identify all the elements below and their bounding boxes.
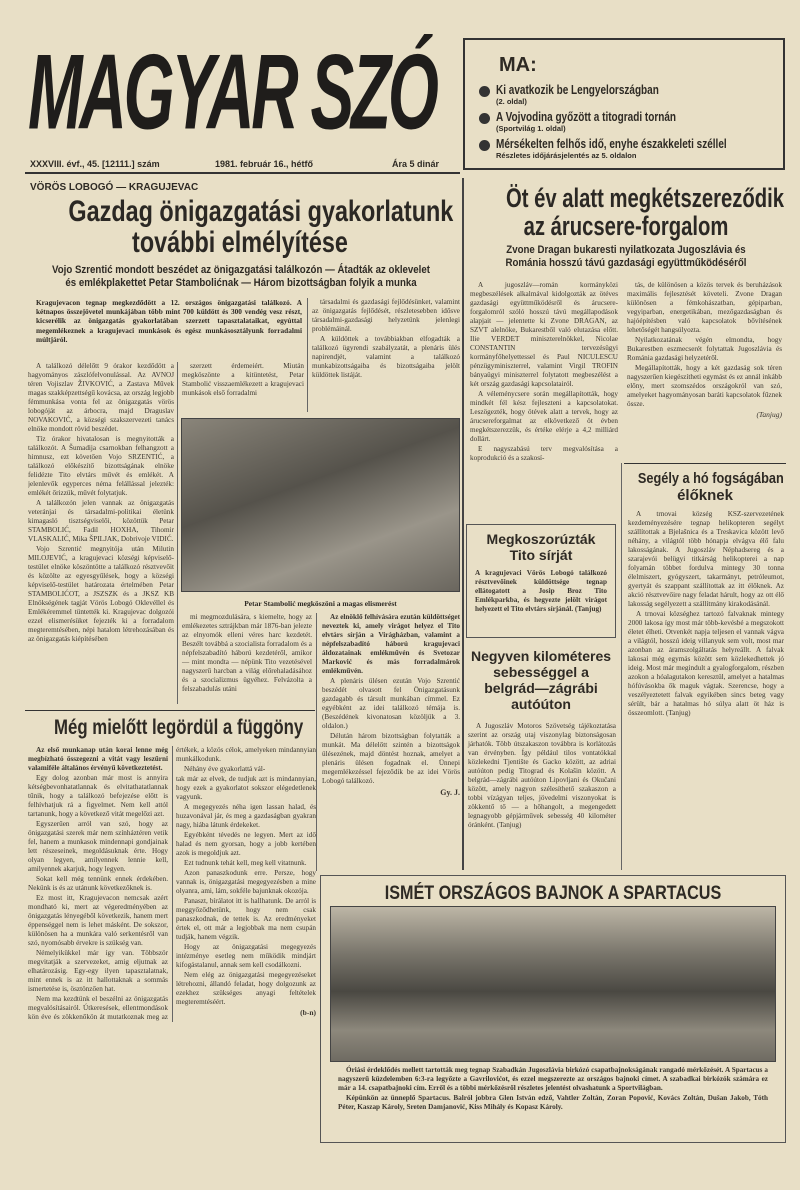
sport-headline: ISMÉT ORSZÁGOS BAJNOK A SPARTACUS bbox=[384, 883, 722, 904]
today-item-sub: Részletes időjárásjelentés az 5. oldalon bbox=[496, 151, 637, 160]
paragraph: Ez most itt, Kragujevacon nemcsak azért mondható ki, mert az végeredményében az önigazgatás lényegéből következik, hanem mert éppenséggel nem is lehet másként. De sokszor, különösen ha a munkára való serkentésről van szó, nyomósabb érvekre is szükség van. bbox=[28, 894, 168, 947]
wreath-headline bbox=[475, 531, 607, 563]
paragraph: Megállapították, hogy a két gazdaság sok téren nagyszerűen kiegészítheti egymást és ez annál inkább előny, mert szomszédos országokról van szó, amelyeket hagyományosan baráti kapcsolatok fűznek össze. bbox=[627, 364, 782, 408]
bullet-icon bbox=[479, 113, 490, 124]
today-item-title: A Vojvodina győzött a titogradi tornán bbox=[496, 110, 676, 124]
trade-column-1 bbox=[470, 281, 618, 517]
issue-date: 1981. február 16., hétfő bbox=[215, 159, 314, 169]
today-item-title: Ki avatkozik be Lengyelországban bbox=[496, 83, 659, 97]
paragraph: Nyilatkozatának végén elmondta, hogy Bukarestben eszmecserét folytattak Jugoszlávia és Románia gazdasági helyzetéről. bbox=[627, 336, 782, 362]
main-headline-line: Gazdag önigazgatási gyakorlatunk bbox=[68, 195, 454, 228]
paragraph: A jugoszláv—román kormányközi megbeszélések alkalmával kidolgozták az ötéves gazdasági együttműködésről és árucsere-forgalomról szóló hosszú távú megállapodások alapjait — jelentette ki Zvone DRAGAN, az SZVT alelnöke, Bukarestből való elutazása előtt. Ilie VERDET miniszterelnökkel, Nicolae CONSTANTIN tervezésügyi kormányfőhelyettessel és Paul NICULESCU pénzügyminiszterrel, valamint Virgil TROFIN bányaügyi miniszterrel folytatott megbeszélést a két ország gazdasági kapcsolatairól. bbox=[470, 281, 618, 388]
paragraph: társadalmi és gazdasági fejlődésünket, valamint az önigazgatás fejlődését, részletesebben idősve társadalmi-gazdasági helyzetünk jelenlegi problémáinál. bbox=[312, 298, 460, 333]
aid-headline bbox=[626, 470, 784, 504]
column-divider bbox=[462, 178, 464, 870]
curtain-headline: Még mielőtt legördül a függöny bbox=[54, 716, 304, 739]
headline-line: élőknek bbox=[677, 487, 733, 504]
main-headline bbox=[68, 195, 454, 259]
divider bbox=[25, 710, 315, 711]
paragraph: Egyszerűen arról van szó, hogy az önigazgatási szerek már nem színháztéren vetik fel, hanem a munkasok mindennapi gondjainak lett részeseinek, megoldásuknak érte. Hogy olyan legyen, amilyennek lennie kell, amilyennek akarjuk, hogy legyen. bbox=[28, 820, 168, 873]
paragraph: A trnovai község KSZ-szervezetének kezdeményezésére tegnap helikopteren segélyt szállítottak a Bjelašnica és a Treskavica között levő néhány, a világtól több hónapja elvágva élő falu lakosságának. A Jugoszláv Néphadsereg és a szarajevói belügyi titkárság helikopterei a nap folyamán többet fordulva mintegy 30 tonna élelmiszert, gyógyszert, takarmányt, petróleumot, gyertyát és szappant szállítottak az itt élőknek. Az akció résztvevőire nagy feladat hárult, hogy az ott élő lakosság segélyezett a szállítmány kirakodásánál. bbox=[628, 510, 784, 608]
paragraph: A küldöttek a továbbiakban elfogadták a találkozó ügyrendi szabályzatát, a plenáris ülés napirendjét, valamint a találkozó munkabizottságaiba és bizottságaiba jelölt küldöttek listáját. bbox=[312, 335, 460, 379]
paragraph: Hogy az önigazgatási megegyezés intézménye esetleg nem működik mindjárt kifogástalanul, annak sem kell csodálkozni. bbox=[176, 943, 316, 969]
wreath-text: A kragujevaci Vörös Lobogó találkozó résztvevőinek küldöttsége tegnap ellátogatott a Josip Broz Tito Emlékparkba, és hegyezte jelölt virágot helyezett el Tito elvtárs sírjánál. (Tanjug) bbox=[475, 569, 607, 613]
paragraph: Egyébként tévedés ne legyen. Mert az idő halad és nem gyorsan, hogy a jobb kertében azok is megoldjuk azt. bbox=[176, 831, 316, 857]
trade-headline bbox=[506, 183, 784, 241]
issue-number: XXXVIII. évf., 45. [12111.] szám bbox=[30, 159, 160, 169]
curtain-byline: (b-n) bbox=[300, 1008, 316, 1017]
column-divider bbox=[177, 362, 178, 704]
sport-caption bbox=[338, 1066, 768, 1113]
wreath-box bbox=[466, 524, 616, 638]
main-column-2b bbox=[182, 613, 312, 695]
trade-subhead: Zvone Dragan bukaresti nyilatkozata Jugoszlávia és Románia hosszú távú gazdasági együttműködéséről bbox=[505, 244, 747, 269]
paragraph: tak már az elvek, de tudjuk azt is mindannyian, hogy ezek a gyakorlatot sokszor elégedetlenek vagyunk. bbox=[176, 775, 316, 801]
today-item-sub: (2. oldal) bbox=[496, 97, 527, 106]
paragraph: mi megmozdulására, s kiemelte, hogy az emlékezetes sztrájkban már 1876-ban jelezte az elnyomók elleni véres harc kezdetét. Beszélt továbbá a szocialista forradalom és a népfelszabadító háború kezdetéről, amikor — mint mondta — népünk Tito vezetésével nagyszerű harcban a világ előrehaladásához és a szocializmus ügyéhez. Felvázolta a felszabadulás utáni bbox=[182, 613, 312, 693]
headline-line: Segély a hó fogságában bbox=[637, 470, 784, 487]
bullet-icon bbox=[479, 140, 490, 151]
main-headline-line: további elmélyítése bbox=[132, 226, 348, 259]
paragraph: A Jugoszláv Motoros Szövetség tájékoztatása szerint az ország utaj viszonylag biztonságosan járhatók. Több útszakaszon továbbra is korlátozás van érvényben. Így például tilos vontatókkal közlekedni Tjentište és Gacko között, az adriai autóúton pedig Titograd és Kolašin között. A belgrád—zágrábi autóúton Lipovljani és Okučani között, amely nagyon szélesíthető szakaszon a tobbi vízágyan teljes, jövedelmi viszonyokat is zökkentő tő — a hőhangolt, a megengedett legnagyobb gépjárművek sebesség 40 kilométer óránként. (Tanjug) bbox=[468, 722, 616, 829]
trade-headline-line: Öt év alatt megkétszereződik bbox=[506, 183, 784, 213]
divider bbox=[624, 463, 786, 464]
paragraph: A trnovai községhez tartozó falvaknak mintegy 2000 lakosa így most már több-kevésbé a megszokott életet élheti. Otvenkét napja teljesen el vannak vágva a világtól, hosszú ideig villanyuk sem volt, most mar azonban az áramszolgáltatás helyreállt. A falvak lakosai még egymás között sem közlekedhettek jó ideig. Most már megindult a gyalogforgalom, részben azokon a hóalagutakon keresztül, amelyet a hatalmas hófúvásokba ők maguk vágtak. Szerencse, hogy a veszélyeztetett falvak egyikében sincs beteg vagy sérült, bár a hatalmas hó súlya alatt öt ház is összeomlott. (Tanjug) bbox=[628, 610, 784, 717]
paragraph: Az elnöklő felhívására ezután küldöttséget neveztek ki, amely virágot helyez el Tito elvtárs sírján a Virágházban, valamint a népfelszabadító háború kragujevaci áldozatainak emlékművén és Svetozar Marković és más forradalmárok emlékművén. bbox=[322, 613, 460, 675]
headline-line: Megkoszorúzták bbox=[486, 531, 596, 547]
paragraph: A megegyezés néha igen lassan halad, és huzavonával jár, és meg a gazdaságban gyakran nagy, hiába látunk érdekeket. bbox=[176, 803, 316, 829]
paragraph: Némelyikükkel már így van. Többször megvitatják a szervezeket, amig eljutnak az elhatározásig. Egy-egy ilyen tapasztalatnak, mint ennek is az itt hallottaknak a sommás ismertetése is, ösztönzően hat. bbox=[28, 949, 168, 993]
paragraph: A véleménycsere során megállapították, hogy mindkét fél kész fejleszteni a kapcsolatokat. Leszögezték, hogy ötévek alatt a tervek, hogy az árucsereforgalmat az elkövetkező öt évben megkétszerezzük, és értéke elérje a 4,2 milliárd dollárt. bbox=[470, 390, 618, 443]
main-byline: Gy. J. bbox=[440, 788, 460, 797]
paragraph: Vojo Szrentić megnyitója után Milutin MILOJEVIĆ, a kragujevaci községi képviselő-testület elnöke köszöntötte a találkozó résztvevőit és közölte az egyesgyűlések, hogy a községi képviselő-testület határozata értelmében Petar STAMBOLIĆOT, a JSZSZK és a JKSZ KB Elnökségének tagját Vörös Lobogó Oklevéllel és Emlékéremmel tüntették ki. Kragujevac dolgozói ezzel elismerésüket fejezték ki a forradalom megteremtésében, népi hatalom létrehozásában és az önigazgatás kiépítésében bbox=[28, 545, 174, 643]
main-lead: Kragujevacon tegnap megkezdődött a 12. országos önigazgatási találkozó. A kétnapos összejövetel munkájában több mint 700 küldött és 300 vendég vesz részt, kicserélik az önigazgatás gyakorlatában szerzett tapasztalataikat, egyúttal megemlékeznek a kragujevaci munkások és egész munkásosztályunk forradalmi múltjáról. bbox=[36, 298, 302, 344]
trade-column-2 bbox=[627, 281, 782, 419]
today-item bbox=[479, 137, 769, 160]
today-item-title: Mérsékelten felhős idő, enyhe északkeleti széllel bbox=[496, 137, 727, 151]
photo-caption: Petar Stambolić megköszöni a magas elismerést bbox=[244, 599, 397, 608]
today-item-sub: (Sportvilág 1. oldal) bbox=[496, 124, 566, 133]
paragraph: Az első munkanap után korai lenne még megbízható összegezni a vitát vagy leszűrni valamiféle általános érvényű következtetést. bbox=[28, 746, 168, 772]
main-column-2 bbox=[182, 362, 304, 399]
today-item bbox=[479, 110, 769, 133]
aid-text bbox=[628, 510, 784, 719]
paragraph: Óriási érdeklődés mellett tartották meg tegnap Szabadkán Jugoszlávia birkózó csapatbajnokságának rangadó mérkőzését. A Spartacus a nagyszerű küzdelemben 6:3-ra legyőzte a Gavrilovićot, és ezzel megszerezte az országos bajnoki címet. A szabadkai birkózók számára ez már a 14. csapatbajnoki cím. Erről és a többi mérkőzésről részletes jelentést olvashatunk a Sportvilágban. bbox=[338, 1066, 768, 1092]
main-kicker: VÖRÖS LOBOGÓ — KRAGUJEVAC bbox=[30, 182, 199, 193]
masthead-logo: MAGYAR SZÓ bbox=[28, 33, 436, 152]
paragraph: Azon panaszkodunk erre. Persze, hogy vannak is, önigazgatási megegyezésben a mine olyanra, ami, lám, sokféle bajunknak okozója. bbox=[176, 869, 316, 895]
main-lead-continued bbox=[312, 298, 460, 381]
paragraph: Délután három bizottságban folytatták a munkát. Ma délelőtt szintén a bizottságok ülésezének, majd döntést hoznak, amelyet a plenáris ülésen fogadnak el. Ünnepi megemlékezéssel fejeződik be az idei Vörös Lobogó találkozó. bbox=[322, 732, 460, 785]
paragraph: Képünkön az ünneplő Spartacus. Balról jobbra Glen István edző, Vahtler Zoltán, Zoran Popović, Kovács Zoltán, Dušan Jakob, Tóth Péter, Kaszap Károly, Sreten Damjanović, Kiss Mihály és Kopasz Károly. bbox=[338, 1094, 768, 1111]
paragraph: Nem elég az önigazgatási megegyezéseket létrehozni, állandó feladat, hogy dolgozunk az ezekhez szükséges anyagi feltételek megteremtéséért. bbox=[176, 971, 316, 1006]
issue-price: Ára 5 dinár bbox=[392, 159, 440, 169]
main-column-3 bbox=[322, 613, 460, 797]
column-divider bbox=[316, 613, 317, 871]
masthead-rule bbox=[25, 172, 460, 174]
curtain-columns bbox=[28, 746, 316, 1022]
main-subhead: Vojo Szrentić mondott beszédet az önigazgatási találkozón — Átadták az oklevelet és emlékplakettet Petar Stambolićnak — Három bizottságban folyik a munka bbox=[52, 264, 430, 289]
paragraph: A találkozó délelőtt 9 órakor kezdődött a hagyományos zászlófelvonulással. Az AVNOJ téren Vojiszlav ŽIVKOVIĆ, a Zastava Művek magas szakképzettségű kovácsa, az ország legjobb fémmunkása vonta fel az önigazgatás vörös lobogóját az árbocra, majd Draguslav NOVAKOVIĆ, a községi szakszervezeti tanács elnöke mondott rövid beszédet. bbox=[28, 362, 174, 433]
headline-line: Tito sírját bbox=[509, 547, 573, 563]
paragraph: A plenáris ülésen ezután Vojo Szrentić beszédét olvasott fel Önigazgatásunk gazdagabb és társult munkában címmel. Ez egyébként az idei találkozó témája is. (Beszédének kivonatosan közöljük a 3. oldalon.) bbox=[322, 677, 460, 730]
paragraph: Ezt tudnunk tehát kell, meg kell vitatnunk. bbox=[184, 859, 307, 867]
highway-headline: Negyven kilométeres sebességgel a belgrád—zágrábi autóúton bbox=[470, 648, 612, 712]
paragraph: Egy dolog azonban már most is annyira kétségbevonhatatlannak és elvitathatatlannak tűnik, hogy a találkozó befejezése előtt is felhívhatjuk rá a figyelmet. Nem kell attól tartanunk, hogy a következő vitát megelőzi azt. bbox=[28, 774, 168, 818]
spartacus-photo bbox=[330, 906, 776, 1062]
today-label: MA: bbox=[499, 54, 537, 76]
paragraph: A találkozón jelen vannak az önigazgatás veteránjai és társadalmi-politikai életünk kimagasló tisztségviselői, közöttük Petar STAMBOLIĆ, Fadil HOXHA, Tihomir VLASKALIĆ, Mika ŠPILJAK, Dobrivoje VIDIĆ. bbox=[28, 499, 174, 543]
paragraph: E nagyszabású terv megvalósítása a koprodukció és a szakosí- bbox=[470, 445, 618, 462]
trade-source: (Tanjug) bbox=[756, 410, 782, 419]
paragraph: Néhány éve gyakorlattá vál- bbox=[184, 765, 266, 773]
bullet-icon bbox=[479, 86, 490, 97]
column-divider bbox=[621, 463, 622, 870]
paragraph: szerzett érdemeiért. Miután megköszönte a kitüntetést, Petar Stambolić visszaemlékezett a kragujevaci munkások első forradalmi bbox=[182, 362, 304, 397]
paragraph: Nem ma kezdtünk el beszélni az önigazgatás megvalósításairól. Útkeresések, ellentmondások kön éve és zökkenőkön át mutatkoznak meg az értékek, a közös célok, amelyeken mindannyian munkálkodunk. bbox=[28, 746, 316, 1021]
highway-text bbox=[468, 722, 616, 831]
today-box bbox=[463, 38, 785, 170]
today-item bbox=[479, 83, 769, 106]
column-divider bbox=[307, 298, 308, 412]
paragraph: Panaszt, bírálatot itt is hallhatunk. De arról is meggyőződhetünk, hogy nem csak panaszkodnak, de tettek is. Az eredményeket értek el, ott már a legjobbak ma nem csupán tudják, hanem végzik. bbox=[176, 897, 316, 941]
paragraph: tás, de különösen a közös tervek és beruházások maximális fejlesztését követeli. Zvone Dragan különösen a fémkohászatban, gépiparban, vegyiparban, energetikában, mezőgazdaságban és hajóépítésben való kapcsolatok bővítésének lehetőségét hangsúlyozta. bbox=[627, 281, 782, 334]
main-column-1 bbox=[28, 362, 174, 705]
stambolic-photo bbox=[181, 418, 460, 592]
paragraph: Tíz órakor hivatalosan is megnyitották a találkozót. A Šumadija csarnokban felhangzott a himnusz, ezt követően Vojo SRZENTIĆ, a találkozó előkészítő bizottságának elnöke felidézte Tito elvtárs művét és emlékét. A jelenlevők egyperces néma felállással jelezték: emlékét őrizzük, művét folytatjuk. bbox=[28, 435, 174, 497]
trade-headline-line: az árucsere-forgalom bbox=[523, 211, 729, 241]
paragraph: Sokat kell még tennünk ennek érdekében. Nekünk is és az utánunk következőknek is. bbox=[28, 875, 168, 892]
